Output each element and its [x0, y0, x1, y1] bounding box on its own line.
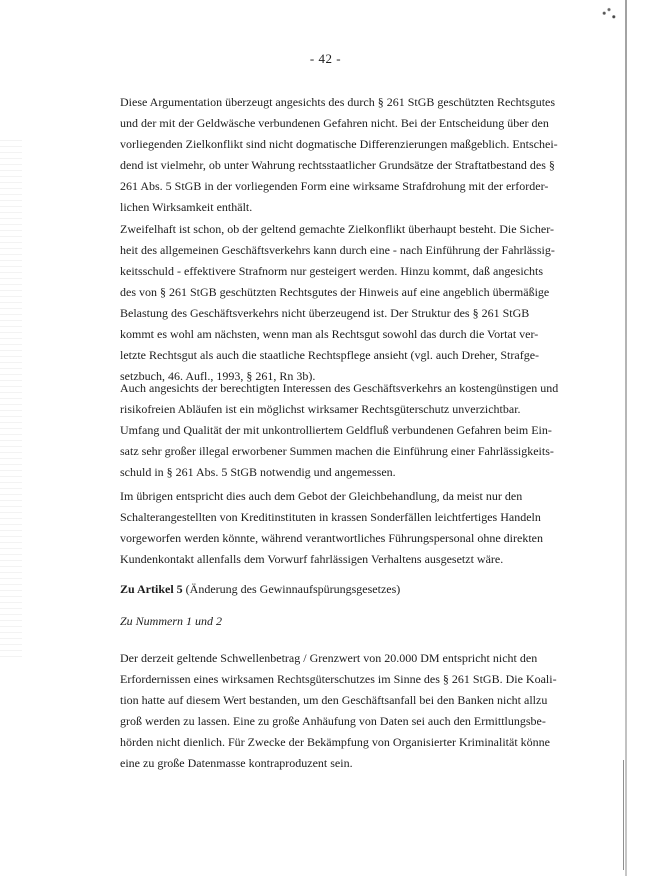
text-line: heit des allgemeinen Geschäftsverkehrs kann durch eine - nach Einführung der Fahrlässig-	[120, 243, 555, 257]
text-line: tion hatte auf diesem Wert bestanden, um den Geschäftsanfall bei den Banken nicht allzu	[120, 693, 548, 707]
text-line: schuld in § 261 Abs. 5 StGB notwendig und angemessen.	[120, 465, 396, 479]
heading-numbers-text: Zu Nummern 1 und 2	[120, 614, 223, 628]
text-line: Umfang und Qualität der mit unkontrolliertem Geldfluß verbundenen Gefahren beim Ein-	[120, 423, 552, 437]
text-line: kommt es wohl am nächsten, wenn man als Rechtsgut sowohl das durch die Vortat ver-	[120, 327, 539, 341]
paragraph-3	[120, 378, 560, 483]
text-line: 261 Abs. 5 StGB in der vorliegenden Form eine wirksame Strafdrohung mit der erforder-	[120, 179, 549, 193]
text-line: dend ist vielmehr, ob unter Wahrung rechtsstaatlicher Grundsätze der Straftatbestand des §	[120, 158, 555, 172]
text-line: Kundenkontakt allenfalls dem Vorwurf fahrlässigen Verhaltens ausgesetzt wäre.	[120, 552, 504, 566]
page-number: - 42 -	[309, 51, 342, 66]
text-line: keitsschuld - effektivere Strafnorm nur gesteigert werden. Hinzu kommt, daß angesichts	[120, 264, 543, 278]
heading-article-5	[120, 580, 560, 598]
text-line: risikofreien Abläufen ist ein möglichst wirksamer Rechtsgüterschutz unverzichtbar.	[120, 402, 521, 416]
text-line: vorliegenden Zielkonflikt sind nicht dogmatische Differenzierungen maßgeblich. Entschei-	[120, 137, 558, 151]
text-line: setzbuch, 46. Aufl., 1993, § 261, Rn 3b).	[120, 369, 316, 383]
text-line: Schalterangestellten von Kreditinstituten in krassen Sonderfällen leichtfertiges Handeln	[120, 510, 541, 524]
text-line: Erfordernissen eines wirksamen Rechtsgüterschutzes im Sinne des § 261 StGB. Die Koali-	[120, 672, 557, 686]
text-line: Belastung des Geschäftsverkehrs nicht überzeugend ist. Der Struktur des § 261 StGB	[120, 306, 530, 320]
scan-edge-lower	[623, 760, 624, 870]
paragraph-1	[120, 92, 560, 218]
paragraph-4	[120, 486, 560, 570]
text-line: groß werden zu lassen. Eine zu große Anhäufung von Daten sei auch den Ermittlungsbe-	[120, 714, 546, 728]
text-line: letzte Rechtsgut als auch die staatliche Rechtspflege ansieht (vgl. auch Dreher, Strafge-	[120, 348, 540, 362]
scan-speck	[597, 6, 621, 24]
text-line: Im übrigen entspricht dies auch dem Gebot der Gleichbehandlung, da meist nur den	[120, 489, 523, 503]
paragraph-5	[120, 648, 560, 774]
heading-numbers	[120, 612, 560, 630]
text-line: eine zu große Datenmasse kontraproduzent sein.	[120, 756, 353, 770]
text-line: Diese Argumentation überzeugt angesichts des durch § 261 StGB geschützten Rechtsgutes	[120, 95, 556, 109]
text-line: vorgeworfen werden könnte, während verantwortliches Führungspersonal ohne direkten	[120, 531, 543, 545]
scan-edge	[625, 0, 627, 876]
text-line: des von § 261 StGB geschützten Rechtsgutes der Hinweis auf eine angeblich übermäßige	[120, 285, 550, 299]
heading-article-text: (Änderung des Gewinnaufspürungsgesetzes)	[182, 582, 401, 596]
text-line: lichen Wirksamkeit enthält.	[120, 200, 253, 214]
scan-noise	[0, 140, 22, 660]
text-line: Der derzeit geltende Schwellenbetrag / Grenzwert von 20.000 DM entspricht nicht den	[120, 651, 538, 665]
text-line: hörden nicht dienlich. Für Zwecke der Bekämpfung von Organisierter Kriminalität könne	[120, 735, 550, 749]
text-line: Zweifelhaft ist schon, ob der geltend gemachte Zielkonflikt überhaupt besteht. Die Sicher-	[120, 222, 554, 236]
heading-article-bold: Zu Artikel 5	[120, 582, 183, 596]
paragraph-2	[120, 219, 560, 387]
text-line: satz sehr großer illegal erworbener Summen machen die Einführung einer Fahrlässigkeits-	[120, 444, 554, 458]
text-line: und der mit der Geldwäsche verbundenen Gefahren nicht. Bei der Entscheidung über den	[120, 116, 549, 130]
text-line: Auch angesichts der berechtigten Interessen des Geschäftsverkehrs an kostengünstigen und	[120, 381, 559, 395]
